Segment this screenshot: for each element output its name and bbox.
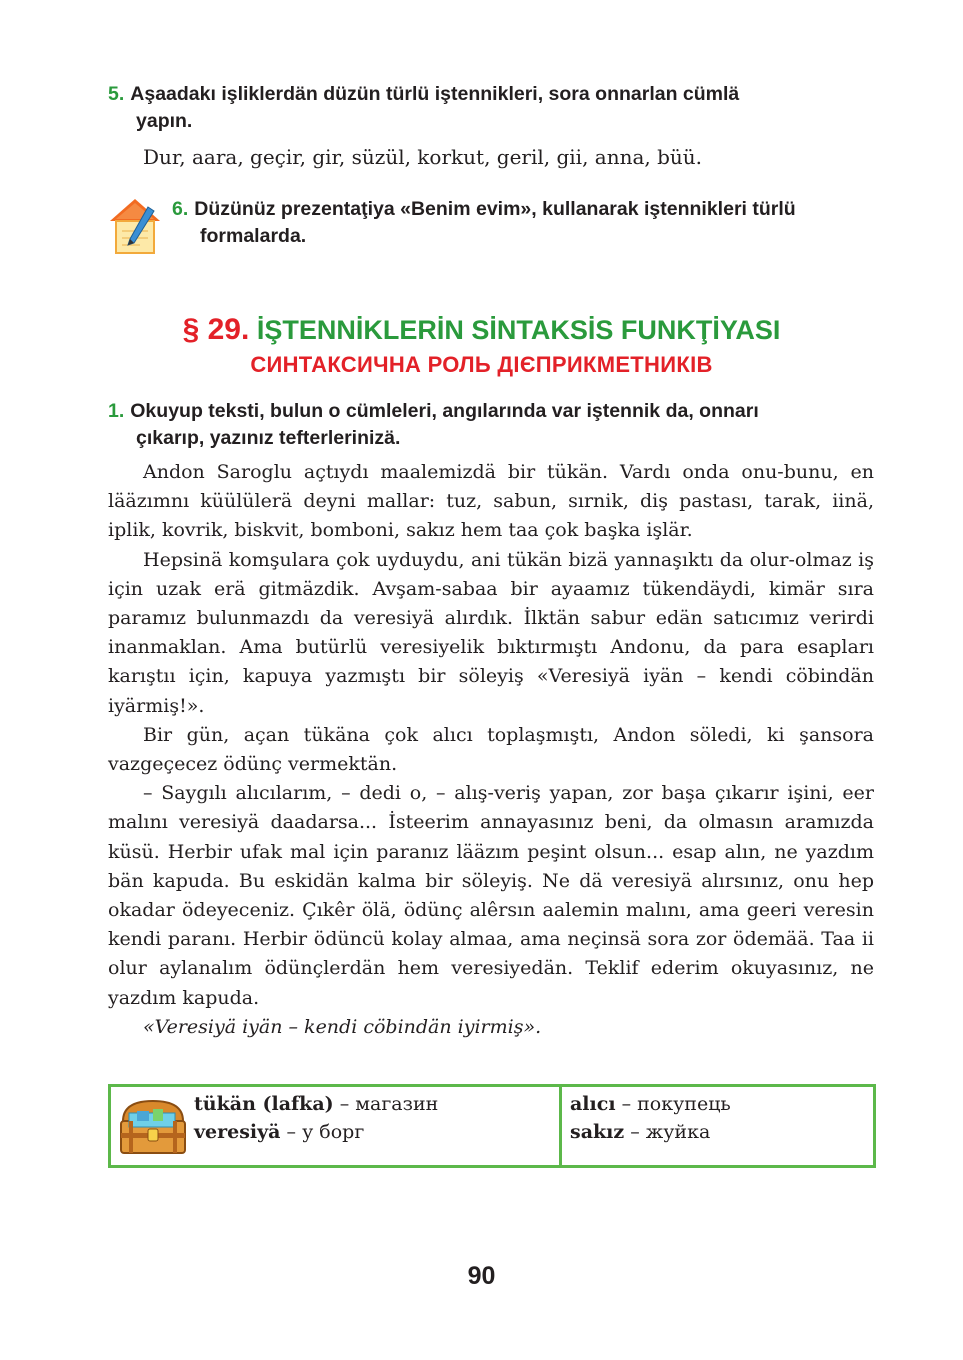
task-text-cont: yapın.	[136, 110, 193, 132]
section-subtitle: СИНТАКСИЧНА РОЛЬ ДІЄПРИКМЕТНИКІВ	[250, 352, 713, 377]
vocab-translation: – жуйка	[630, 1121, 711, 1143]
paragraph: Bir gün, açan tükäna çok alıcı toplaşmıştı, Andon söledi, ki şansora vazgeçecez ödünç vermektän.	[108, 723, 874, 776]
vocab-item	[194, 1121, 364, 1143]
section-title	[0, 313, 963, 347]
vocab-term: alıcı	[570, 1093, 616, 1115]
vocab-item	[570, 1121, 710, 1143]
task-text-cont: çıkarıp, yazınız tefterlerinizä.	[136, 427, 401, 449]
vocabulary-box	[108, 1084, 876, 1168]
task-text: Aşaadakı işliklerdän düzün türlü iştennikleri, sora onnarlan cümlä	[130, 83, 740, 105]
section-symbol: § 29.	[182, 313, 250, 346]
section-title-text: İŞTENNİKLERİN SİNTAKSİS FUNKŢİYASI	[256, 315, 781, 345]
paragraph: – Saygılı alıcılarım, – dedi o, – alış-veriş yapan, zor başa çıkarır işini, eer malını veresiyä daadarsa... İsteerim annayasınız beni, da olmasın aramızda küsü. Herbir ufak mal için paranız lääzım peşint olsun... esap alın, ne yazdım bän kapuda. Bu eskidän kalma bir söleyiş. Ne dä veresiyä alırsınız, onu hep okadar ödeyeceniz. Çıkêr ölä, ödünç alêrsın aalemin malını, ama geeri veresin kendi paranı. Herbir ödüncü kolay almaa, ama neçinsä sora zor ödemää. Taa ii olur aylanalım ödünçlerdän hem veresiyedän. Teklif ederim okuyasınız, ne yazdım kapuda.	[108, 782, 874, 1009]
paragraph: Andon Saroglu açtıydı maalemizdä bir tükän. Vardı onda onu-bunu, en lääzımnı küülülerä deyni mallar: tuz, sabun, sırnik, diş pastası, tarak, iinä, iplik, kovrik, biskvit, bomboni, sakız hem taa çok başka işlär.	[108, 461, 874, 542]
task-number: 1.	[108, 400, 125, 422]
task-text: Düzünüz prezentaţiya «Benim evim», kullanarak iştennikleri türlü	[194, 198, 796, 220]
treasure-chest-icon	[115, 1093, 191, 1159]
vocabulary-column	[562, 1087, 873, 1165]
vocab-term: tükän (lafka)	[194, 1093, 334, 1115]
house-pencil-icon	[108, 197, 162, 255]
task-number: 6.	[172, 198, 189, 220]
vocab-term: sakız	[570, 1121, 625, 1143]
verb-list: Dur, aara, geçir, gir, süzül, korkut, geril, gii, anna, büü.	[143, 145, 703, 169]
page-number: 90	[467, 1262, 496, 1290]
task-5	[108, 81, 874, 135]
task-number: 5.	[108, 83, 125, 105]
task-text: Okuyup teksti, bulun o cümleleri, angılarında var iştennik da, onnarı	[130, 400, 759, 422]
task-6	[172, 196, 874, 250]
vocab-item	[194, 1093, 438, 1115]
vocab-translation: – магазин	[339, 1093, 439, 1115]
reading-text	[108, 458, 874, 1042]
vocab-translation: – у борг	[286, 1121, 365, 1143]
vocab-translation: – покупець	[621, 1093, 731, 1115]
vocab-term: veresiyä	[194, 1121, 281, 1143]
paragraph: Hepsinä komşulara çok uyduydu, ani tükän bizä yannaşıktı da olur-olmaz iş için uzak erä gitmäzdik. Avşam-sabaa bir ayaamız tükendäydi, kimär sıra paramız bulunmazdı da veresiyä alırdık. İlktän sabur edän satıcımız verirdi inanmaklan. Ama butürlü veresiyelik bıktırmıştı Andonu, da para esapları karıştıı için, kapuya yazmıştı bir söleyiş «Veresiyä iyän – kendi cöbindän iyärmiş!».	[108, 548, 874, 717]
task-text-cont: formalarda.	[200, 225, 307, 247]
paragraph-quote: «Veresiyä iyän – kendi cöbindän iyirmiş».	[143, 1015, 542, 1038]
vocabulary-column	[111, 1087, 562, 1165]
task-1	[108, 398, 874, 452]
vocab-item	[570, 1093, 731, 1115]
